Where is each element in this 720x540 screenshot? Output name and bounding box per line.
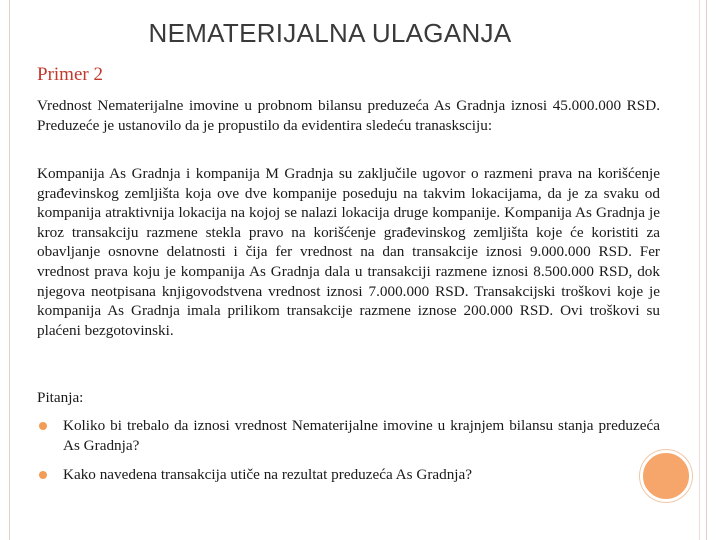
paragraph-intro: Vrednost Nematerijalne imovine u probnom bilansu preduzeća As Gradnja iznosi 45.000.000 RSD. Preduzeće je ustanovilo da je propustilo da evidentira sledeću tranasksciju: [37,97,660,134]
question-item [37,416,660,455]
questions-heading: Pitanja: [37,389,84,406]
slide-subtitle: Primer 2 [37,64,103,85]
question-item [37,465,660,485]
question-text: Kako navedena transakcija utiče na rezultat preduzeća As Gradnja? [63,466,473,484]
paragraph-transaction: Kompanija As Gradnja i kompanija M Gradnja su zaključile ugovor o razmeni prava na korišćenje građevinskog zemljišta koja ove dve kompanije poseduju na takvim lokacijama, da je za svaku od kompanija atraktivnija lokacija na kojoj se nalazi lokacija druge kompanije. Kompanija As Gradnja je kroz transakciju razmene stekla pravo na korišćenje građevinskog zemljišta koje će koristiti za obavljanje osnovne delatnosti i čija fer vrednost na dan transakcije iznosi 9.000.000 RSD. Fer vrednost prava koju je kompanija As Gradnja dala u transakciji razmene iznosi 8.500.000 RSD, dok njegova neotpisana knjigovodstvena vrednost iznosi 7.000.000 RSD. Transakcijski troškovi koje je kompanija As Gradnja imala prilikom transakcije razmene iznose 200.000 RSD. Ovi troškovi su plaćeni bezgotovinski. [37,165,660,339]
question-text: Koliko bi trebalo da iznosi vrednost Nematerijalne imovine u krajnjem bilansu stanja preduzeća As Gradnja? [63,417,660,454]
decorative-circle [640,450,692,502]
questions-list [37,416,660,495]
bullet-icon [39,471,47,479]
frame-divider [699,0,700,540]
slide-title: NEMATERIJALNA ULAGANJA [148,18,512,48]
bullet-icon [39,422,47,430]
